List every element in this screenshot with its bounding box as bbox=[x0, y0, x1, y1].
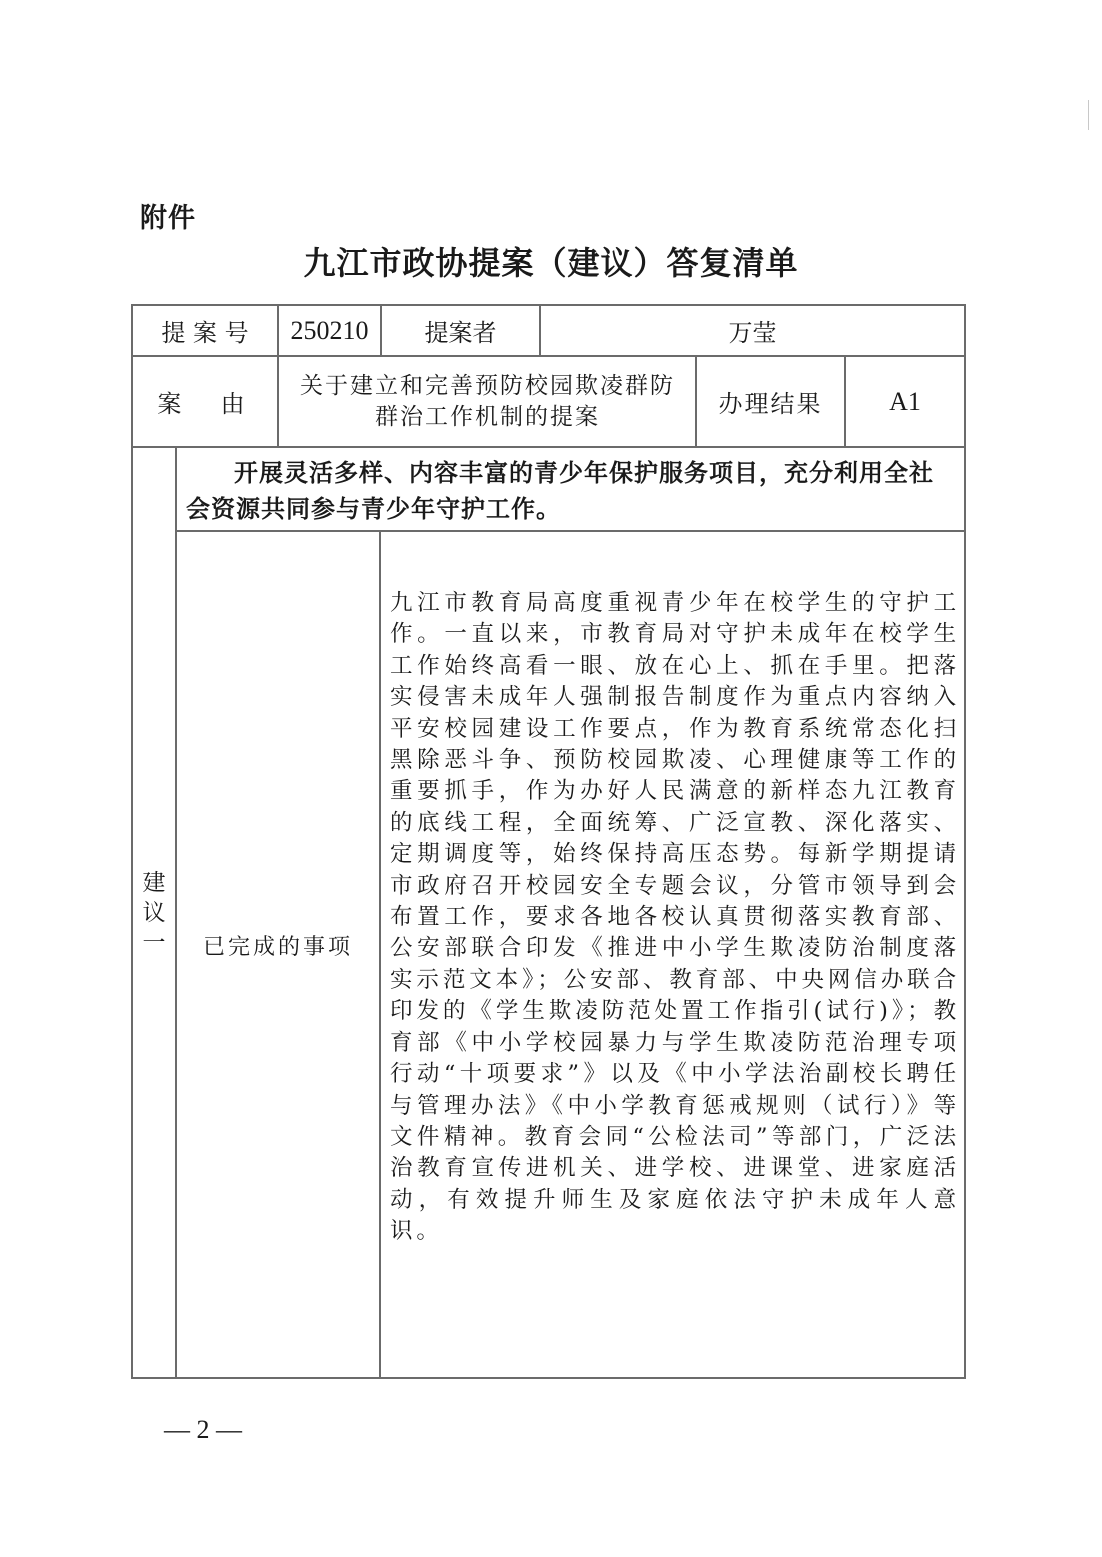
result-value: A1 bbox=[889, 386, 921, 416]
result-label: 办理结果 bbox=[718, 390, 823, 418]
table-border-bottom bbox=[131, 1377, 966, 1379]
proposal-no-value: 250210 bbox=[290, 315, 369, 345]
side-char: 一 bbox=[142, 930, 166, 956]
side-char: 建 bbox=[142, 870, 166, 896]
suggestion-text: 开展灵活多样、内容丰富的青少年保护服务项目，充分利用全社会资源共同参与青少年守护工作。 bbox=[186, 459, 934, 523]
suggestion-side-label bbox=[133, 868, 175, 958]
proposer-value: 万莹 bbox=[728, 319, 777, 347]
col-divider bbox=[379, 530, 381, 1378]
reason-label: 案 由 bbox=[157, 390, 253, 418]
col-divider bbox=[175, 446, 177, 1378]
side-char: 议 bbox=[142, 900, 166, 926]
table-border-left bbox=[131, 304, 133, 1379]
attachment-label: 附件 bbox=[140, 203, 196, 234]
proposer-label: 提案者 bbox=[424, 319, 497, 347]
page-number: — 2 — bbox=[164, 1415, 242, 1444]
completed-label: 已完成的事项 bbox=[202, 934, 353, 960]
table-border-right bbox=[964, 304, 966, 1379]
scan-mark bbox=[1088, 100, 1089, 130]
completed-text: 九江市教育局高度重视青少年在校学生的守护工作。一直以来，市教育局对守护未成年在校学生工作始终高看一眼、放在心上、抓在手里。把落实侵害未成年人强制报告制度作为重点内容纳入平安校园建设工作要点，作为教育系统常态化扫黑除恶斗争、预防校园欺凌、心理健康等工作的重要抓手，作为办好人民满意的新样态九江教育的底线工程，全面统筹、广泛宣教、深化落实、定期调度等，始终保持高压态势。每新学期提请市政府召开校园安全专题会议，分管市领导到会布置工作，要求各地各校认真贯彻落实教育部、公安部联合印发《推进中小学生欺凌防治制度落实示范文本》；公安部、教育部、中央网信办联合印发的《学生欺凌防范处置工作指引(试行)》；教育部《中小学校园暴力与学生欺凌防范治理专项行动“十项要求”》以及《中小学法治副校长聘任与管理办法》《中小学教育惩戒规则（试行）》等文件精神。教育会同“公检法司”等部门，广泛法治教育宣传进机关、进学校、进课堂、进家庭活动，有效提升师生及家庭依法守护未成年人意识。 bbox=[390, 590, 960, 1245]
document-title: 九江市政协提案（建议）答复清单 bbox=[303, 244, 799, 282]
reason-value: 关于建立和完善预防校园欺凌群防群治工作机制的提案 bbox=[300, 372, 675, 430]
row-divider bbox=[131, 446, 966, 448]
proposal-no-label: 提 案 号 bbox=[161, 319, 249, 347]
row-divider bbox=[175, 530, 966, 532]
